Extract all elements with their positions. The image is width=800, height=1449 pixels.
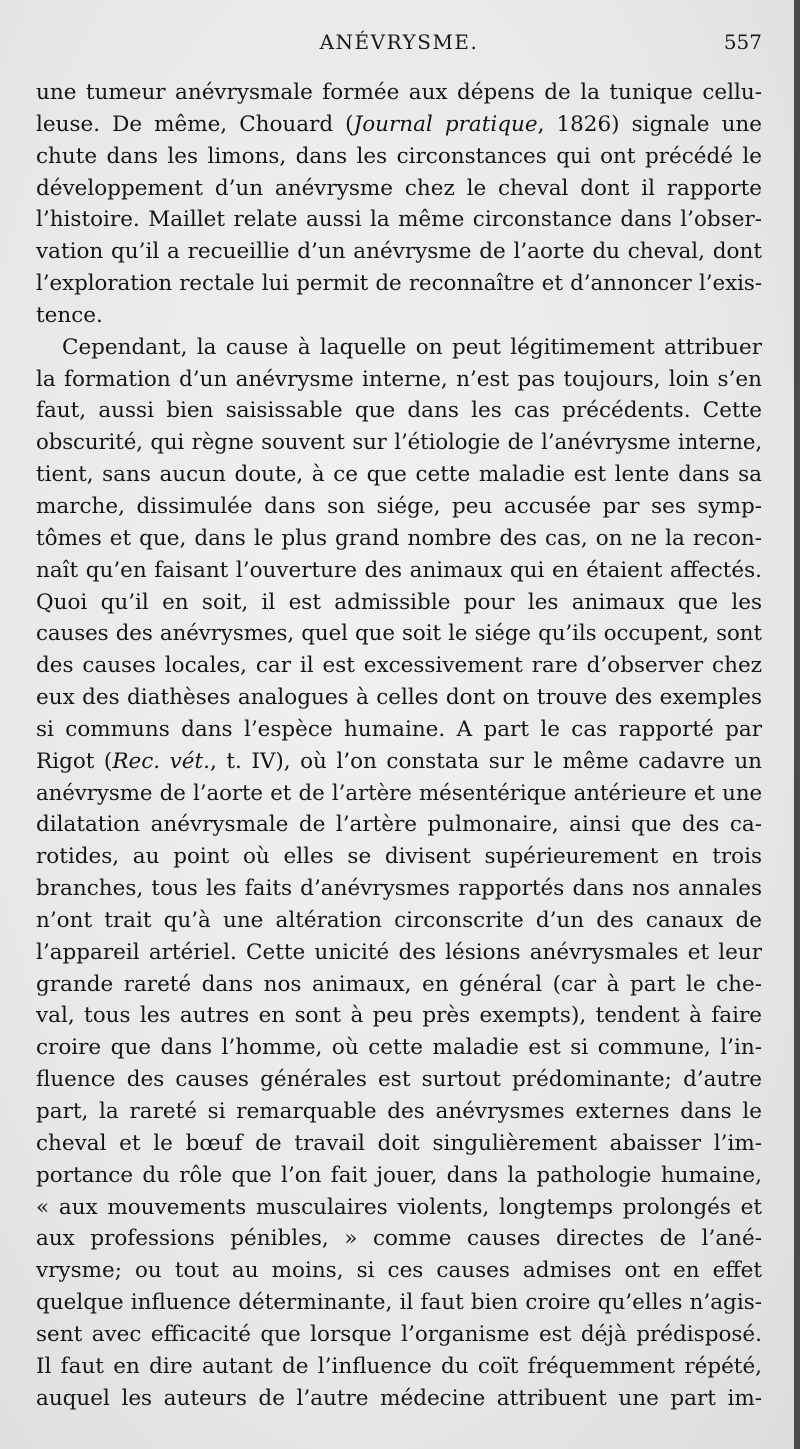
text-line: tence. (36, 302, 103, 328)
text-line: l’exploration rectale lui permit de reconnaître et d’annoncer l’exis- (36, 271, 762, 297)
text-line: leuse. De même, Chouard (Journal pratique, 1826) signale une (36, 111, 762, 137)
text-line: grande rareté dans nos animaux, en général (car à part le che- (36, 971, 762, 997)
text-line: portance du rôle que l’on fait jouer, dans la pathologie humaine, (36, 1162, 762, 1188)
paragraph-1 (36, 77, 762, 332)
running-head: ANÉVRYSME. (319, 30, 479, 54)
text-line: aux professions pénibles, » comme causes directes de l’ané- (36, 1226, 762, 1252)
italic-reference: Journal pratique (353, 111, 538, 137)
text-line: val, tous les autres en sont à peu près exempts), tendent à faire (36, 1003, 762, 1029)
italic-reference: Rec. vét. (112, 748, 210, 774)
page-header (36, 30, 762, 64)
text-line: une tumeur anévrysmale formée aux dépens de la tunique cellu- (36, 80, 762, 105)
text-line: Cependant, la cause à laquelle on peut légitimement attribuer (62, 334, 762, 360)
paragraph-2 (36, 332, 762, 1415)
text-line: l’histoire. Maillet relate aussi la même circonstance dans l’obser- (36, 207, 762, 233)
text-line: dilatation anévrysmale de l’artère pulmonaire, ainsi que des ca- (36, 812, 762, 838)
text-line: faut, aussi bien saisissable que dans les cas précédents. Cette (36, 398, 762, 424)
text-line: tômes et que, dans le plus grand nombre des cas, on ne la recon- (36, 525, 762, 551)
text-line: la formation d’un anévrysme interne, n’est pas toujours, loin s’en (36, 366, 762, 392)
page-edge-shadow (794, 0, 800, 1449)
text-line: l’appareil artériel. Cette unicité des lésions anévrysmales et leur (36, 939, 762, 965)
text-line: tient, sans aucun doute, à ce que cette maladie est lente dans sa (36, 462, 762, 488)
text-line: eux des diathèses analogues à celles dont on trouve des exemples (36, 685, 762, 711)
page-number: 557 (723, 30, 762, 54)
text-line: anévrysme de l’aorte et de l’artère mésentérique antérieure et une (36, 780, 762, 806)
text-line: Rigot (Rec. vét., t. IV), où l’on constata sur le même cadavre un (36, 748, 763, 774)
text-line: cheval et le bœuf de travail doit singulièrement abaisser l’im- (36, 1130, 762, 1156)
text-line: n’ont trait qu’à une altération circonscrite d’un des canaux de (36, 907, 762, 933)
text-line: part, la rareté si remarquable des anévrysmes externes dans le (36, 1099, 762, 1124)
text-line: si communs dans l’espèce humaine. A part le cas rapporté par (36, 716, 762, 742)
text-line: chute dans les limons, dans les circonstances qui ont précédé le (36, 143, 762, 169)
text-line: des causes locales, car il est excessivement rare d’observer chez (36, 653, 762, 679)
text-line: Quoi qu’il en soit, il est admissible pour les animaux que les (36, 589, 762, 615)
text-line: « aux mouvements musculaires violents, longtemps prolongés et (36, 1194, 762, 1220)
text-line: Il faut en dire autant de l’influence du coït fréquemment répété, (36, 1353, 762, 1379)
text-line: branches, tous les faits d’anévrysmes rapportés dans nos annales (36, 876, 762, 902)
body-text (36, 77, 762, 1414)
text-line: quelque influence déterminante, il faut bien croire qu’elles n’agis- (36, 1290, 762, 1316)
text-line: marche, dissimulée dans son siége, peu accusée par ses symp- (36, 493, 762, 519)
text-line: naît qu’en faisant l’ouverture des animaux qui en étaient affectés. (36, 557, 762, 583)
text-line: vation qu’il a recueillie d’un anévrysme de l’aorte du cheval, dont (36, 239, 762, 265)
text-line: vrysme; ou tout au moins, si ces causes admises ont en effet (36, 1258, 762, 1284)
text-line: sent avec efficacité que lorsque l’organisme est déjà prédisposé. (36, 1321, 762, 1347)
text-line: fluence des causes générales est surtout prédominante; d’autre (36, 1067, 762, 1093)
text-line: rotides, au point où elles se divisent supérieurement en trois (36, 844, 762, 870)
text-line: croire que dans l’homme, où cette maladie est si commune, l’in- (36, 1035, 762, 1061)
text-line: obscurité, qui règne souvent sur l’étiologie de l’anévrysme interne, (36, 430, 762, 456)
text-line: développement d’un anévrysme chez le cheval dont il rapporte (36, 175, 762, 201)
text-line: causes des anévrysmes, quel que soit le siége qu’ils occupent, sont (36, 621, 762, 647)
text-line: auquel les auteurs de l’autre médecine attribuent une part im- (36, 1385, 762, 1411)
